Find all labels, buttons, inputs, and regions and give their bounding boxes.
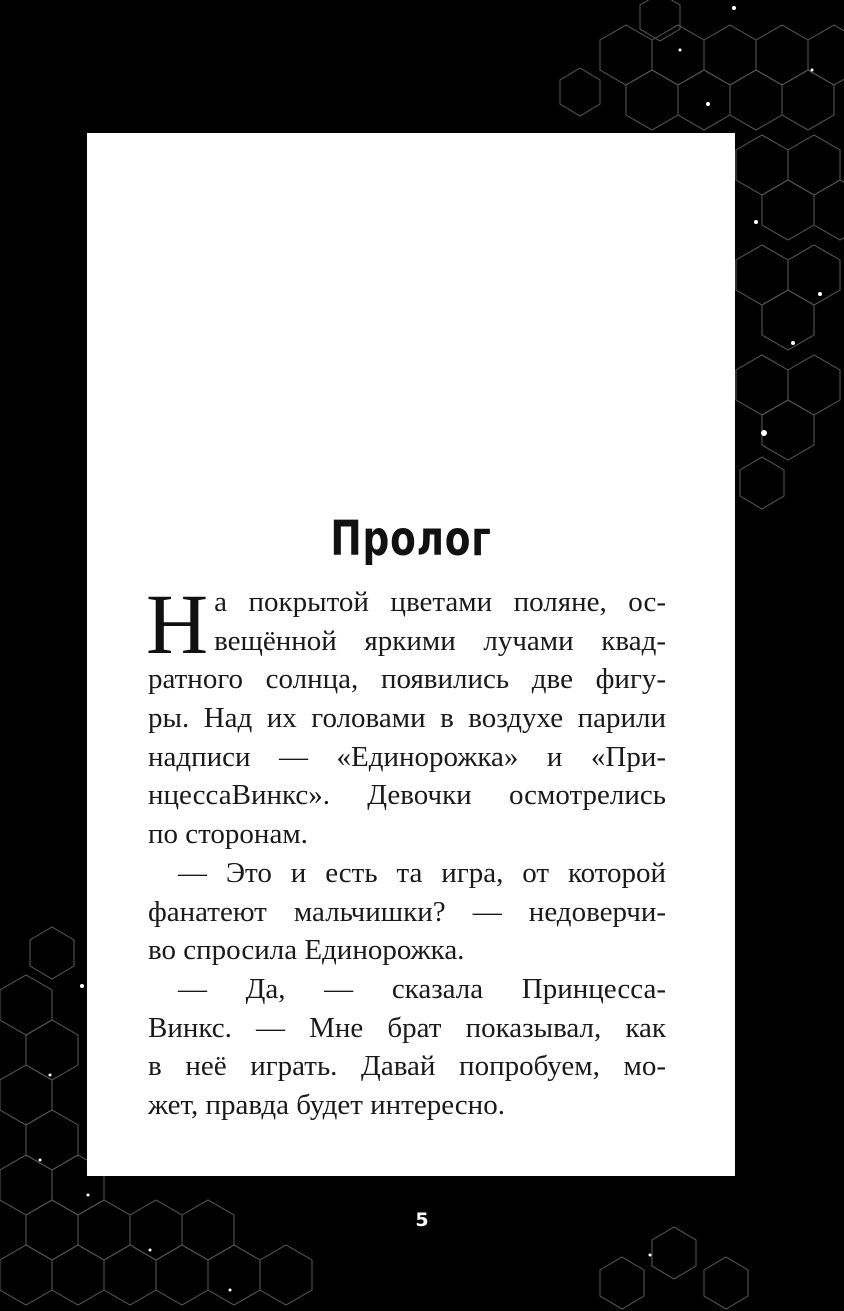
text-line: во спросила Единорожка.	[148, 934, 465, 967]
text-line: вещённой яркими лучами квад-	[214, 624, 666, 657]
chapter-body	[146, 576, 666, 1125]
text-line: нцессаВинкс». Девочки осмотрелись	[148, 779, 666, 812]
text-line: Винкс. — Мне брат показывал, как	[148, 1011, 666, 1044]
text-line: — Да, — сказала Принцесса-	[178, 972, 666, 1005]
text-line: ратного солнца, появились две фигу-	[148, 663, 666, 696]
page-number: 5	[415, 1209, 429, 1231]
page-panel	[87, 133, 735, 1176]
text-line: ры. Над их головами в воздухе парили	[148, 702, 666, 735]
drop-cap: Н	[146, 576, 209, 672]
chapter-title: Пролог	[330, 511, 492, 567]
text-line: фанатеют мальчишки? — недоверчи-	[148, 895, 666, 928]
text-line: по сторонам.	[148, 818, 308, 851]
text-line: надписи — «Единорожка» и «При-	[148, 740, 666, 773]
text-line: в неё играть. Давай попробуем, мо-	[148, 1050, 666, 1083]
text-line: — Это и есть та игра, от которой	[178, 856, 666, 889]
text-line: а покрытой цветами поляне, ос-	[214, 586, 666, 618]
text-line: жет, правда будет интересно.	[148, 1088, 505, 1121]
